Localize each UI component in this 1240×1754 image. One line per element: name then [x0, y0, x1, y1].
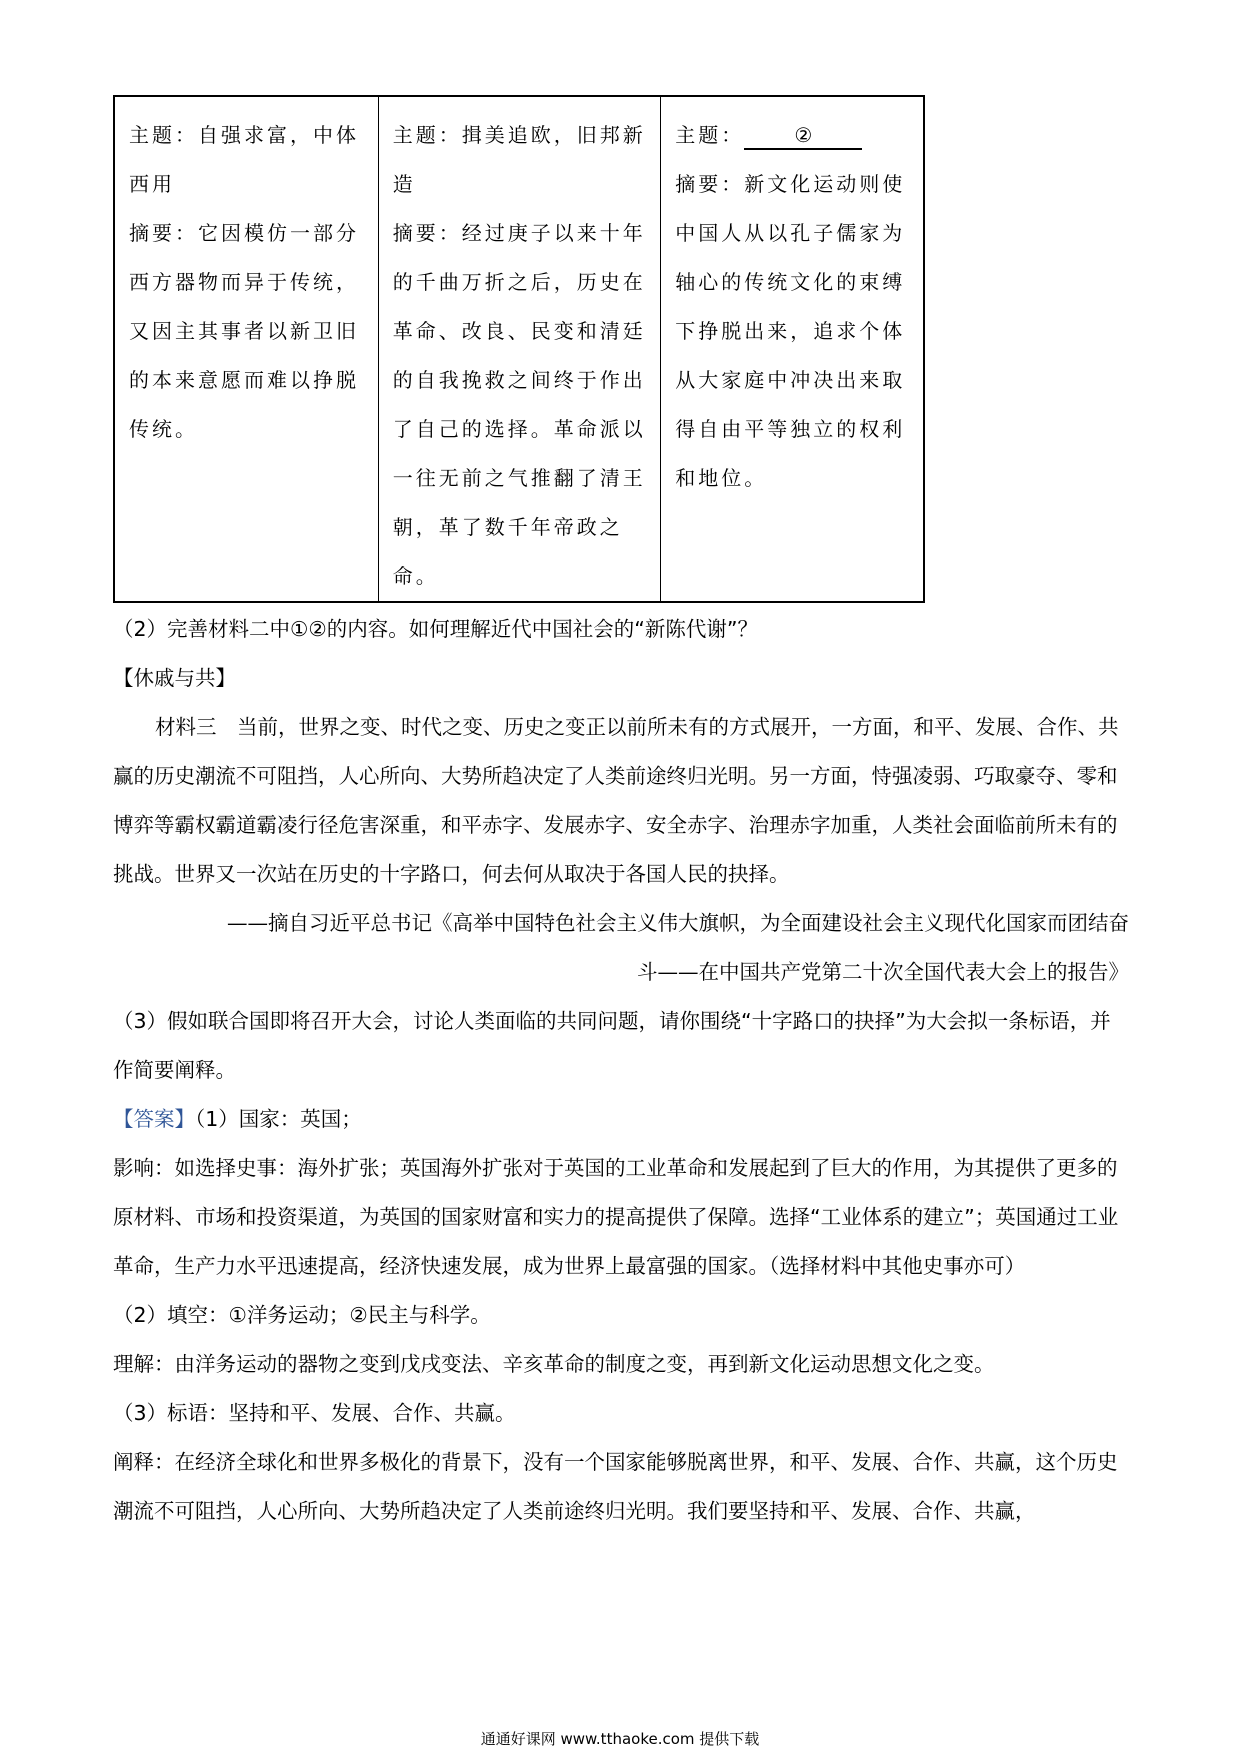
- abstract-label: 摘要：: [675, 172, 745, 196]
- theme-line: [129, 111, 366, 209]
- answer-1: [113, 1095, 1129, 1144]
- theme-label: 主题：: [392, 123, 462, 147]
- answer-1-text: （1）国家：英国；: [195, 1107, 362, 1131]
- answer-1-impact: 影响：如选择史事：海外扩张；英国海外扩张对于英国的工业革命和发展起到了巨大的作用，为其提供了更多的原材料、市场和投资渠道，为英国的国家财富和实力的提高提供了保障。选择“工业体系的建立”；英国通过工业革命，生产力水平迅速提高，经济快速发展，成为世界上最富强的国家。（选择材料中其他史事亦可）: [113, 1156, 1119, 1278]
- fill-blank-2: ②: [744, 122, 862, 150]
- section-heading: 【休戚与共】: [113, 666, 236, 690]
- abstract-label: 摘要：: [129, 221, 198, 245]
- answer-2-fill: （2）填空：①洋务运动；②民主与科学。: [113, 1303, 491, 1327]
- page-footer: 通通好课网 www.tthaoke.com 提供下载: [480, 1730, 760, 1748]
- answer-3-slogan: （3）标语：坚持和平、发展、合作、共赢。: [113, 1401, 516, 1425]
- citation-line-1: ——摘自习近平总书记《高举中国特色社会主义伟大旗帜，为全面建设社会主义现代化国家而团结奋: [227, 911, 1129, 935]
- abstract-line: [129, 209, 366, 454]
- table-column-1: [115, 97, 378, 601]
- theme-label: 主题：: [675, 123, 745, 147]
- material-table: [113, 95, 925, 603]
- abstract-label: 摘要：: [392, 221, 462, 245]
- theme-line: [675, 111, 911, 160]
- question-2: （2）完善材料二中①②的内容。如何理解近代中国社会的“新陈代谢”？: [113, 617, 759, 641]
- abstract-text: 它因模仿一部分西方器物而异于传统，又因主其事者以新卫旧的本来意愿而难以挣脱传统。: [129, 221, 359, 441]
- abstract-text: 经过庚子以来十年的千曲万折之后，历史在革命、改良、民变和清廷的自我挽救之间终于作出了自己的选择。革命派以一往无前之气推翻了清王朝，革了数千年帝政之命。: [392, 221, 646, 588]
- table-column-3: [660, 97, 923, 601]
- abstract-text: 新文化运动则使中国人从以孔子儒家为轴心的传统文化的束缚下挣脱出来，追求个体从大家庭中冲决出来取得自由平等独立的权利和地位。: [675, 172, 906, 490]
- material-3: 材料三 当前，世界之变、时代之变、历史之变正以前所未有的方式展开，一方面，和平、发展、合作、共赢的历史潮流不可阻挡，人心所向、大势所趋决定了人类前途终归光明。另一方面，恃强凌弱、巧取豪夺、零和博弈等霸权霸道霸凌行径危害深重，和平赤字、发展赤字、安全赤字、治理赤字加重，人类社会面临前所未有的挑战。世界又一次站在历史的十字路口，何去何从取决于各国人民的抉择。: [113, 715, 1119, 886]
- abstract-line: [393, 209, 649, 601]
- theme-text: 自强求富，中体西用: [129, 123, 359, 196]
- question-3: （3）假如联合国即将召开大会，讨论人类面临的共同问题，请你围绕“十字路口的抉择”为大会拟一条标语，并作简要阐释。: [113, 1009, 1111, 1082]
- theme-label: 主题：: [129, 123, 198, 147]
- table-column-2: [378, 97, 661, 601]
- citation-line-2: 斗——在中国共产党第二十次全国代表大会上的报告》: [637, 960, 1129, 984]
- answer-tag: 【答案】: [113, 1107, 195, 1131]
- theme-text: 揖美追欧，旧邦新造: [392, 123, 646, 196]
- theme-line: [393, 111, 649, 209]
- answer-2-understand: 理解：由洋务运动的器物之变到戊戌变法、辛亥革命的制度之变，再到新文化运动思想文化之变。: [113, 1352, 995, 1376]
- abstract-line: [675, 160, 911, 503]
- answer-3-explain: 阐释：在经济全球化和世界多极化的背景下，没有一个国家能够脱离世界，和平、发展、合作、共赢，这个历史潮流不可阻挡，人心所向、大势所趋决定了人类前途终归光明。我们要坚持和平、发展、合作、共赢，: [113, 1450, 1118, 1523]
